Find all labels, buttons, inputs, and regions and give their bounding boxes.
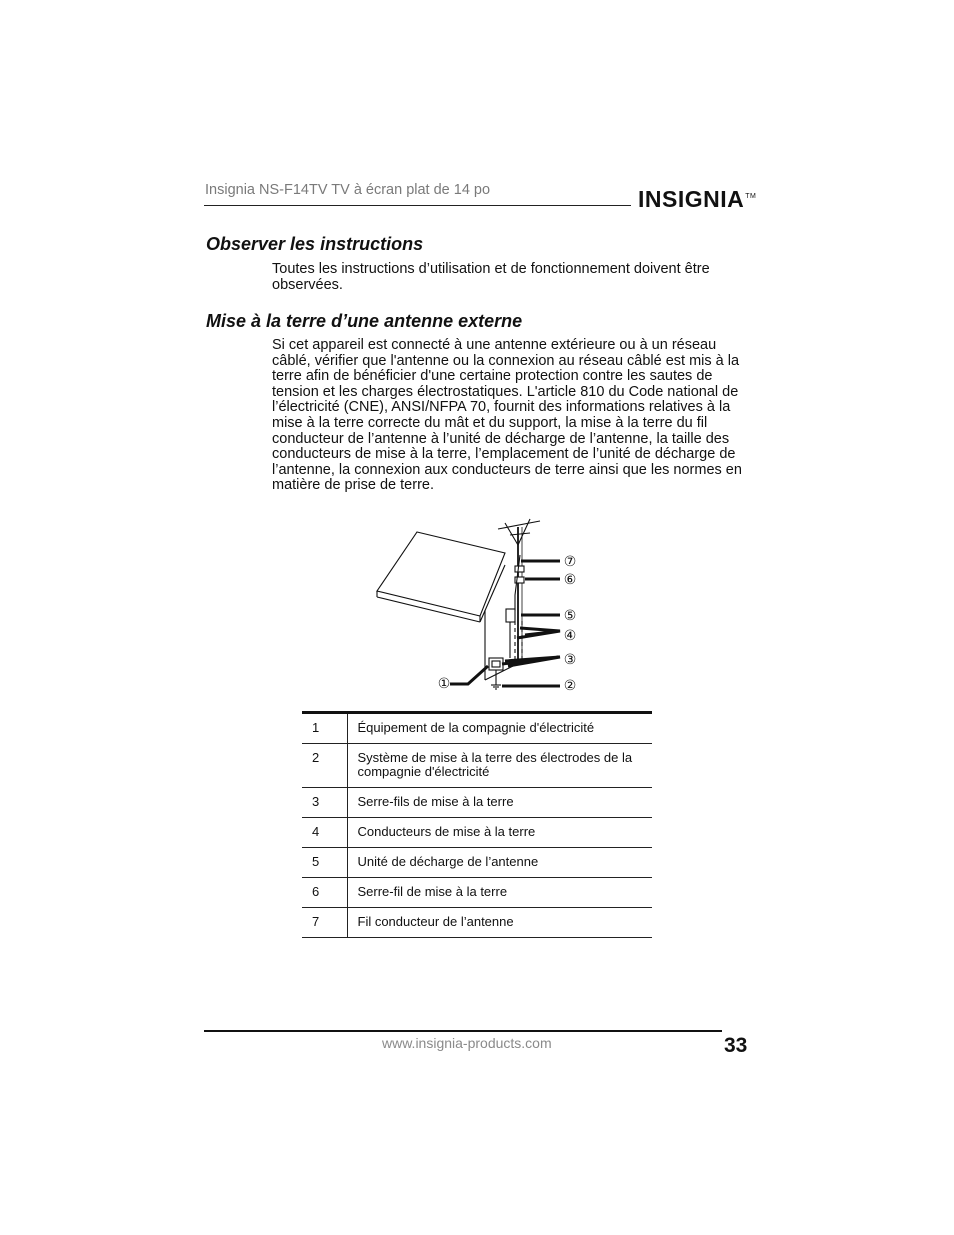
- logo-text: INSIGNIA: [638, 186, 745, 212]
- legend-description: Conducteurs de mise à la terre: [347, 818, 652, 848]
- table-row: [302, 908, 652, 938]
- page-number: 33: [724, 1034, 748, 1057]
- table-row: [302, 744, 652, 788]
- legend-number: 3: [302, 788, 347, 818]
- legend-description: Unité de décharge de l’antenne: [347, 848, 652, 878]
- table-row: [302, 818, 652, 848]
- table-row: [302, 878, 652, 908]
- legend-description: Serre-fil de mise à la terre: [347, 878, 652, 908]
- antenna-element: [498, 521, 540, 529]
- legend-description: Équipement de la compagnie d'électricité: [347, 713, 652, 744]
- callout-2: ②: [563, 678, 577, 694]
- footer-rule: [204, 1030, 722, 1032]
- legend-number: 6: [302, 878, 347, 908]
- antenna-grounding-diagram: [370, 515, 590, 697]
- section-heading-instructions: Observer les instructions: [206, 234, 424, 254]
- insignia-logo: [638, 186, 756, 213]
- table-row: [302, 848, 652, 878]
- service-equipment-box: [489, 658, 503, 670]
- running-header: Insignia NS-F14TV TV à écran plat de 14 po: [205, 182, 491, 198]
- legend-description: Serre-fils de mise à la terre: [347, 788, 652, 818]
- leader-3: [502, 657, 560, 666]
- legend-number: 2: [302, 744, 347, 788]
- callout-1: ①: [437, 676, 451, 692]
- leader-4: [517, 628, 560, 638]
- legend-number: 5: [302, 848, 347, 878]
- table-row: [302, 713, 652, 744]
- legend-description: Système de mise à la terre des électrodes de la compagnie d'électricité: [347, 744, 652, 788]
- antenna-discharge-unit: [506, 609, 515, 622]
- logo-trademark: TM: [745, 193, 757, 201]
- section-body-antenna-grounding: Si cet appareil est connecté à une antenne extérieure ou à un réseau câblé, vérifier que l'antenne ou la connexion au réseau câblé est mis à la terre afin de bénéficier d'une certaine protection contre les sautes de tension et les charges électrostatiques. L'article 810 du Code national de l’électricité (CNE), ANSI/NFPA 70, fournit des informations relatives à la mise à la terre correcte du mât et du support, la mise à la terre du fil conducteur de l’antenne à l’unité de décharge de l’antenne, la taille des conducteurs de mise à la terre, l’emplacement de l’unité de décharge de l’antenne, la connexion aux conducteurs de terre ainsi que les normes en matière de prise de terre.: [272, 337, 742, 494]
- legend-number: 4: [302, 818, 347, 848]
- table-row: [302, 788, 652, 818]
- callout-6: ⑥: [563, 572, 577, 588]
- callout-5: ⑤: [563, 608, 577, 624]
- footer-url: www.insignia-products.com: [382, 1035, 552, 1051]
- diagram-legend-table: [302, 711, 652, 938]
- callout-4: ④: [563, 628, 577, 644]
- header-rule: [204, 205, 631, 206]
- legend-number: 7: [302, 908, 347, 938]
- legend-description: Fil conducteur de l’antenne: [347, 908, 652, 938]
- section-body-instructions: Toutes les instructions d’utilisation et de fonctionnement doivent être observées.: [272, 261, 710, 293]
- leader-1: [450, 666, 488, 684]
- callout-7: ⑦: [563, 554, 577, 570]
- house-roof: [377, 532, 505, 616]
- callout-3: ③: [563, 652, 577, 668]
- section-heading-antenna-grounding: Mise à la terre d’une antenne externe: [206, 311, 523, 331]
- legend-number: 1: [302, 713, 347, 744]
